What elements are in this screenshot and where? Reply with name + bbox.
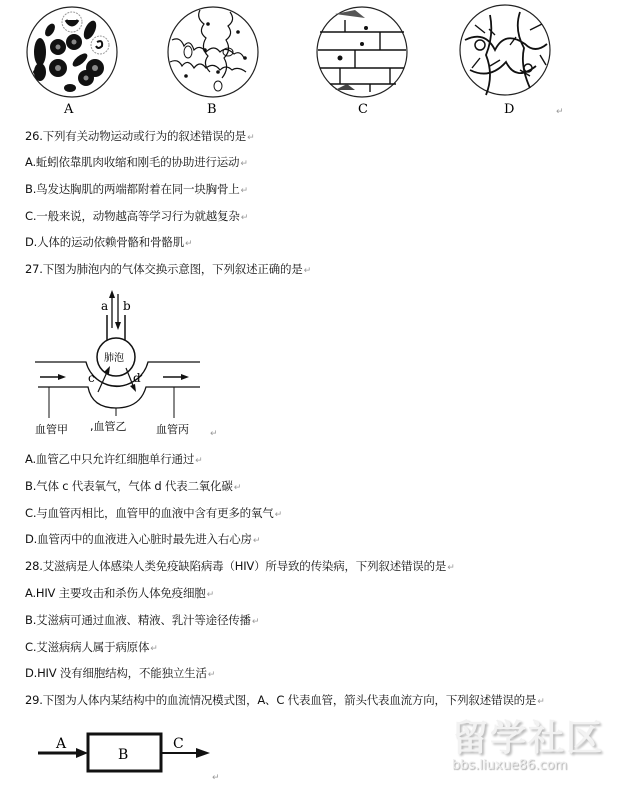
question-27-option-c: C.与血管丙相比，血管甲的血液中含有更多的氧气↵ — [25, 506, 282, 520]
svg-text:血管丙: 血管丙 — [156, 423, 189, 436]
svg-text:肺泡: 肺泡 — [104, 353, 124, 364]
blood-flow-diagram — [0, 720, 260, 789]
question-26-stem: 26.下列有关动物运动或行为的叙述错误的是↵ — [25, 129, 255, 143]
question-26-option-a: A.蚯蚓依靠肌肉收缩和刚毛的协助进行运动↵ — [25, 155, 248, 169]
question-26-option-b: B.鸟发达胸肌的两端都附着在同一块胸骨上↵ — [25, 182, 248, 196]
watermark-logo — [452, 718, 612, 788]
svg-text:,血管乙: ,血管乙 — [90, 420, 127, 433]
question-27-stem: 27.下图为肺泡内的气体交换示意图，下列叙述正确的是↵ — [25, 262, 311, 276]
question-28-option-c: C.艾滋病病人属于病原体↵ — [25, 640, 158, 654]
question-26-option-c: C.一般来说，动物越高等学习行为就越复杂↵ — [25, 209, 249, 223]
question-28-option-d: D.HIV 没有细胞结构，不能独立生活↵ — [25, 666, 216, 680]
svg-text:↵: ↵ — [212, 773, 220, 783]
svg-text:A: A — [56, 736, 67, 752]
svg-text:c: c — [88, 371, 95, 385]
svg-text:A: A — [64, 102, 74, 117]
svg-text:b: b — [123, 299, 131, 313]
svg-text:d: d — [133, 371, 141, 385]
question-29-stem: 29.下图为人体内某结构中的血流情况模式图，A、C 代表血管，箭头代表血流方向，下列叙述错误的是↵ — [25, 693, 545, 707]
svg-text:血管甲: 血管甲 — [35, 423, 68, 436]
question-27-option-a: A.血管乙中只允许红细胞单行通过↵ — [25, 452, 203, 466]
question-26-option-d: D.人体的运动依赖骨骼和骨骼肌↵ — [25, 235, 193, 249]
svg-text:↵: ↵ — [210, 429, 218, 439]
svg-text:B: B — [118, 747, 129, 763]
alveolus-gas-exchange-diagram — [0, 280, 260, 450]
svg-text:C: C — [173, 736, 184, 752]
microscope-figures — [0, 0, 618, 120]
figure-b-epidermal-cells — [168, 7, 258, 97]
question-28-option-b: B.艾滋病可通过血液、精液、乳汁等途径传播↵ — [25, 613, 260, 627]
svg-text:↵: ↵ — [556, 107, 564, 117]
question-27-option-d: D.血管丙中的血液进入心脏时最先进入右心房↵ — [25, 532, 261, 546]
figure-a-blood-cells — [27, 7, 117, 97]
question-28-stem: 28.艾滋病是人体感染人类免疫缺陷病毒（HIV）所导致的传染病，下列叙述错误的是↵ — [25, 559, 455, 573]
question-27-option-b: B.气体 c 代表氧气，气体 d 代表二氧化碳↵ — [25, 479, 242, 493]
label-d: D — [504, 102, 515, 117]
label-b: B — [207, 102, 217, 117]
svg-text:a: a — [101, 299, 109, 313]
figure-d-nerve-tissue — [460, 5, 550, 95]
watermark-url: bbs.liuxue86.com — [452, 758, 568, 773]
question-28-option-a: A.HIV 主要攻击和杀伤人体免疫细胞↵ — [25, 586, 214, 600]
figure-c-plant-cells — [317, 7, 407, 97]
watermark-title: 留学社区 — [452, 718, 605, 759]
label-c: C — [358, 102, 368, 117]
